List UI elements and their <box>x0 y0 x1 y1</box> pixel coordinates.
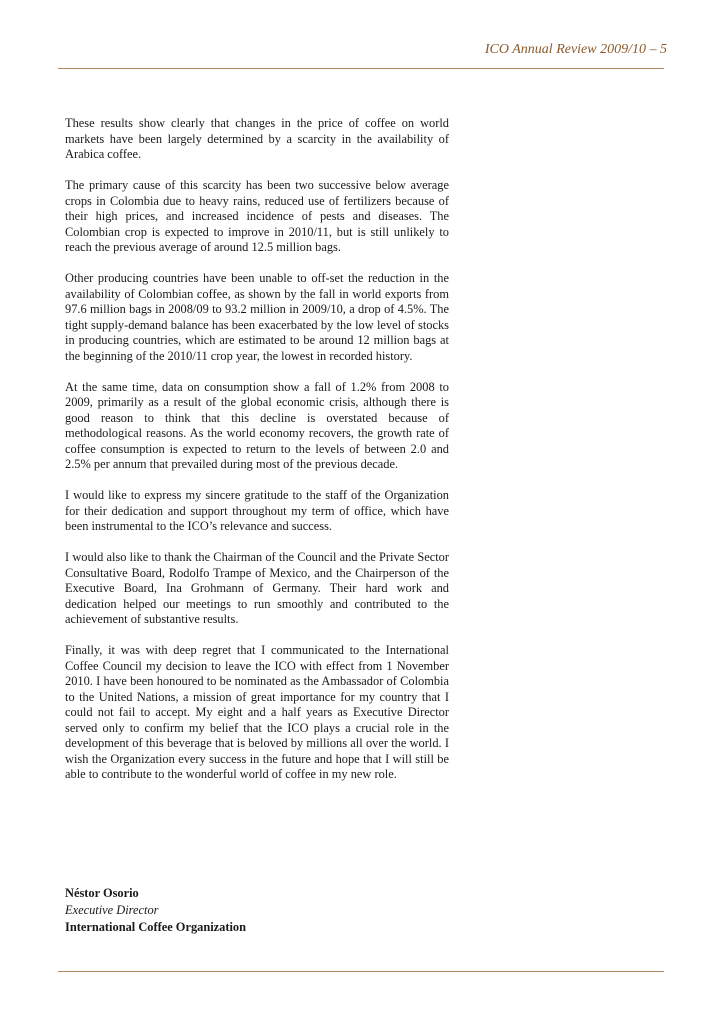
body-text <box>65 116 449 798</box>
page-header-title: ICO Annual Review 2009/10 – 5 <box>484 42 667 57</box>
signatory-name: Néstor Osorio <box>65 886 139 900</box>
paragraph: I would also like to thank the Chairman of the Council and the Private Sector Consultative Board, Rodolfo Trampe of Mexico, and the Chairperson of the Executive Board, Ina Grohmann of Germany. Their hard work and dedication helped our meetings to run smoothly and contributed to the achievement of substantive results. <box>65 550 449 626</box>
paragraph: At the same time, data on consumption show a fall of 1.2% from 2008 to 2009, primarily as a result of the global economic crisis, although there is good reason to think that this decline is overstated because of methodological reasons. As the world economy recovers, the growth rate of coffee consumption is expected to return to the levels of between 2.0 and 2.5% per annum that prevailed during most of the previous decade. <box>65 379 449 471</box>
paragraph: These results show clearly that changes in the price of coffee on world markets have been largely determined by a scarcity in the availability of Arabica coffee. <box>65 116 449 161</box>
paragraph: I would like to express my sincere gratitude to the staff of the Organization for their dedication and support throughout my term of office, which have been instrumental to the ICO’s relevance and success. <box>65 488 449 533</box>
signatory-organization: International Coffee Organization <box>65 920 247 934</box>
paragraph: The primary cause of this scarcity has been two successive below average crops in Colombia due to heavy rains, reduced use of fertilizers because of their high prices, and increased incidence of pests and diseases. The Colombian crop is expected to improve in 2010/11, but is still unlikely to reach the previous average of around 12.5 million bags. <box>65 178 449 254</box>
paragraph: Other producing countries have been unable to off-set the reduction in the availability of Colombian coffee, as shown by the fall in world exports from 97.6 million bags in 2008/09 to 93.2 million in 2009/10, a drop of 4.5%. The tight supply-demand balance has been exacerbated by the low level of stocks in producing countries, which are estimated to be around 12 million bags at the beginning of the 2010/11 crop year, the lowest in recorded history. <box>65 271 449 363</box>
header-divider <box>58 68 664 69</box>
signatory-title: Executive Director <box>65 903 159 917</box>
signature-block <box>65 885 449 936</box>
paragraph: Finally, it was with deep regret that I communicated to the International Coffee Council my decision to leave the ICO with effect from 1 November 2010. I have been honoured to be nominated as the Ambassador of Colombia to the United Nations, a mission of great importance for my country that I could not fail to accept. My eight and a half years as Executive Director served only to confirm my belief that the ICO plays a crucial role in the development of this beverage that is beloved by millions all over the world. I wish the Organization every success in the future and hope that I will still be able to contribute to the wonderful world of coffee in my new role. <box>65 643 449 781</box>
footer-divider <box>58 971 664 972</box>
